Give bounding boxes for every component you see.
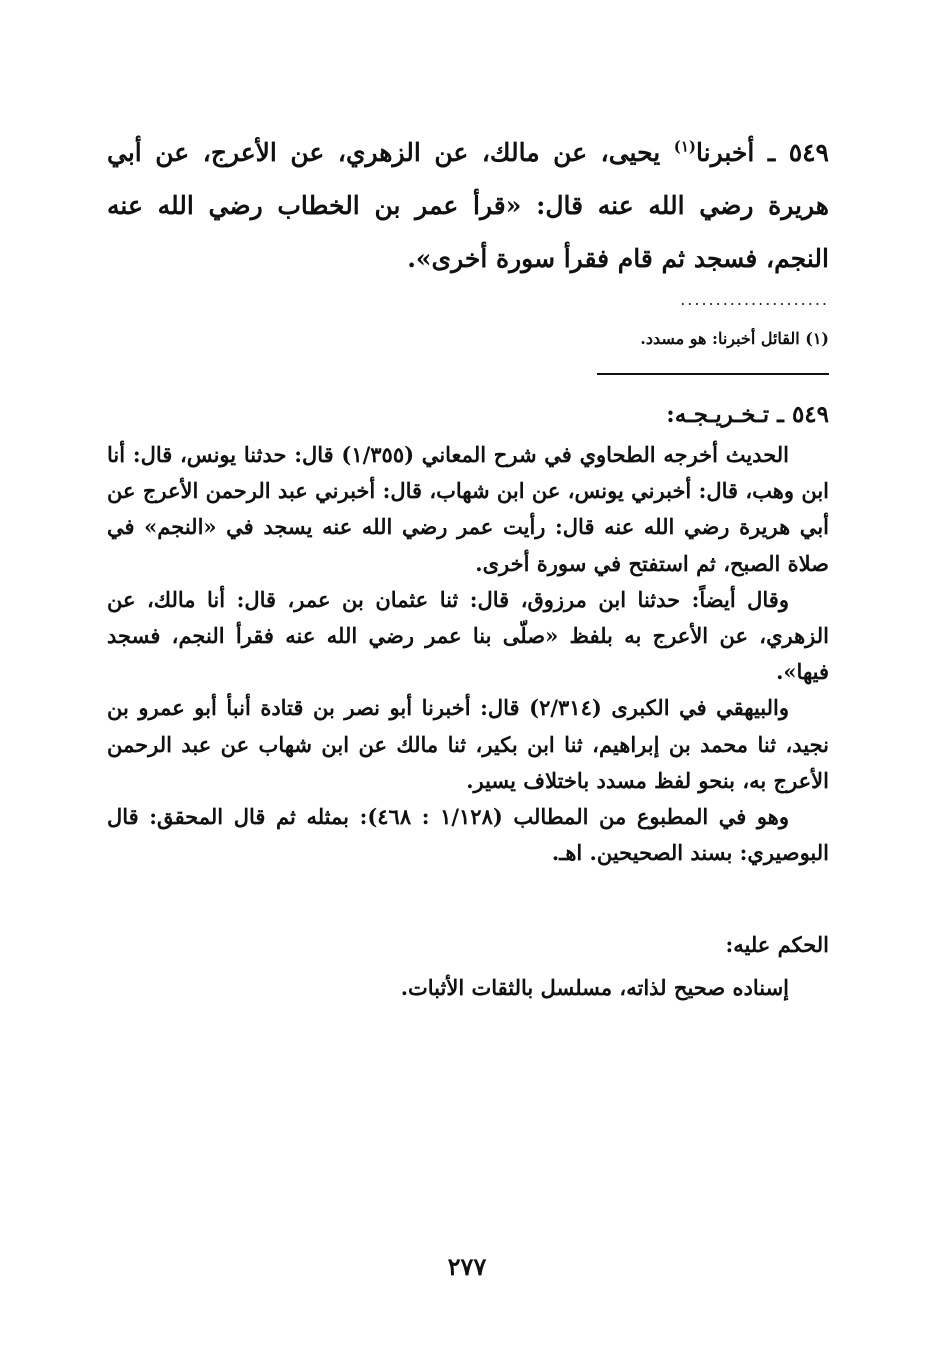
hadith-body: يحيى، عن مالك، عن الزهري، عن الأعرج، عن أبي هريرة رضي الله عنه قال: «قرأ عمر بن الخطاب رضي الله عنه النجم، فسجد ثم قام فقرأ سورة أخرى».: [107, 138, 829, 273]
hadith-text: [107, 126, 829, 285]
page-number: ٢٧٧: [447, 1252, 487, 1281]
hadith-opening: ٥٤٩ ـ أخبرنا: [696, 138, 829, 167]
footnote-dotted-separator: .....................: [680, 290, 829, 309]
takhrij-paragraph: وهو في المطبوع من المطالب (١/١٢٨ : ٤٦٨): بمثله ثم قال المحقق: قال البوصيري: بسند الصحيحين. اهـ.: [107, 804, 829, 866]
takhrij-paragraph: والبيهقي في الكبرى (٢/٣١٤) قال: أخبرنا أبو نصر بن قتادة أنبأ أبو عمرو بن نجيد، ثنا محمد بن إبراهيم، ثنا ابن بكير، ثنا مالك عن ابن شهاب عن عبد الرحمن الأعرج به، بنحو لفظ مسدد باختلاف يسير.: [107, 695, 829, 793]
footnote-marker[interactable]: (١): [673, 137, 696, 156]
takhrij-heading: ٥٤٩ ـ تـخـريـجـه:: [666, 401, 829, 428]
section-divider: [597, 373, 829, 375]
hukm-heading: الحكم عليه:: [725, 932, 829, 957]
footnote: (١) القائل أخبرنا: هو مسدد.: [640, 329, 829, 348]
hukm-text: إسناده صحيح لذاته، مسلسل بالثقات الأثبات.: [400, 975, 789, 1000]
takhrij-body: [107, 437, 829, 871]
takhrij-paragraph: وقال أيضاً: حدثنا ابن مرزوق، قال: ثنا عثمان بن عمر، قال: أنا مالك، عن الزهري، عن الأعرج به بلفظ «صلّى بنا عمر رضي الله عنه فقرأ النجم، فسجد فيها».: [107, 586, 829, 685]
takhrij-paragraph: الحديث أخرجه الطحاوي في شرح المعاني (١/٣٥٥) قال: حدثنا يونس، قال: أنا ابن وهب، قال: أخبرني يونس، عن ابن شهاب، قال: أخبرني عبد الرحمن الأعرج عن أبي هريرة رضي الله عنه قال: رأيت عمر رضي الله عنه يسجد في «النجم» في صلاة الصبح، ثم استفتح في سورة أخرى.: [107, 442, 829, 576]
